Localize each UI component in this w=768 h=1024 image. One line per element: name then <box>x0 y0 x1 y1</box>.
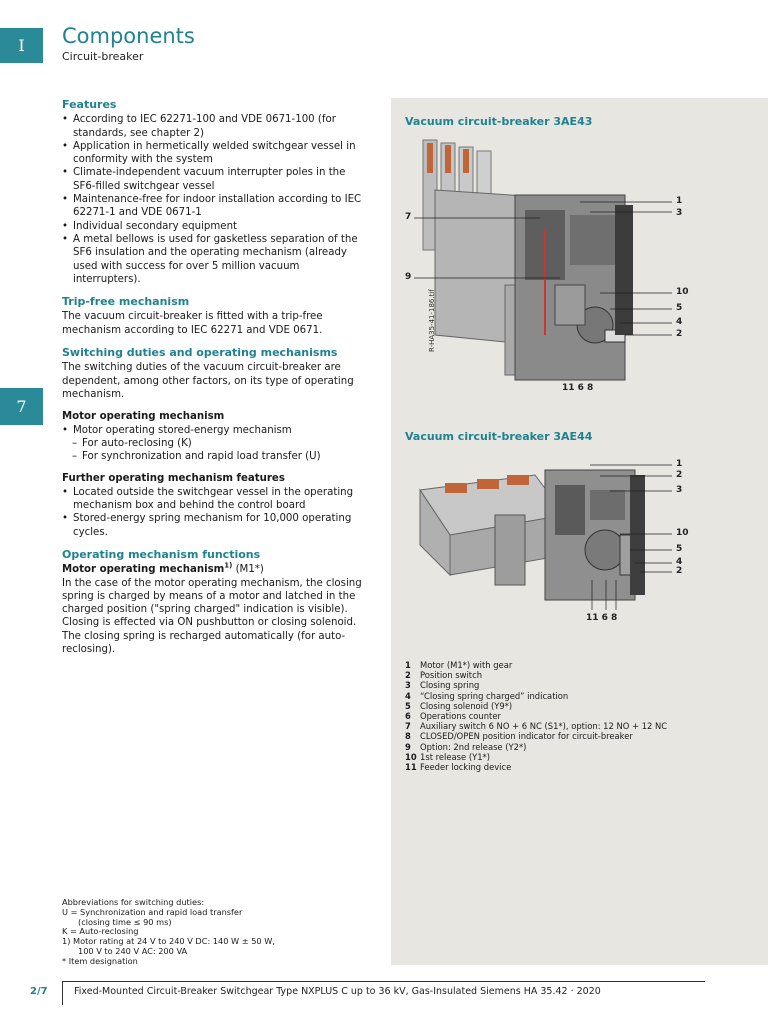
figure2-callout: 3 <box>676 485 683 495</box>
footer-rule <box>62 981 705 982</box>
further-item: • Located outside the switchgear vessel in the operating mechanism box and behind the control board <box>62 486 362 513</box>
legend-row <box>405 762 667 772</box>
legend-text: Closing solenoid (Y9*) <box>420 700 513 711</box>
legend-row <box>405 752 667 762</box>
legend-row <box>405 721 667 731</box>
further-heading: Further operating mechanism features <box>62 473 285 485</box>
figure2-title: Vacuum circuit-breaker 3AE44 <box>405 430 593 443</box>
figure1-callout: 9 <box>405 272 412 282</box>
figure2-callout: 2 <box>676 566 683 576</box>
legend-row <box>405 731 667 741</box>
figure1-callout: 3 <box>676 208 683 218</box>
footer-text: Fixed-Mounted Circuit-Breaker Switchgear Type NXPLUS C up to 36 kV, Gas-Insulated Siemens HA 35.42 · 2020 <box>74 986 601 997</box>
figure1-callout: 7 <box>405 212 412 222</box>
legend-num: 11 <box>405 762 417 773</box>
footer-divider <box>62 981 63 1005</box>
legend-row <box>405 670 667 680</box>
tripfree-text: The vacuum circuit-breaker is fitted with a trip-free mechanism according to IEC 62271 and VDE 0671. <box>62 311 323 336</box>
legend-text: Feeder locking device <box>420 762 512 773</box>
legend-text: Position switch <box>420 670 483 681</box>
functions-heading: Operating mechanism functions <box>62 547 261 561</box>
legend-row <box>405 742 667 752</box>
figure1-callout: 2 <box>676 329 683 339</box>
chapter-tab-roman: I <box>0 28 43 63</box>
figure1-callout: 5 <box>676 303 683 313</box>
page-number: 2/7 <box>30 986 48 997</box>
figure2-callout: 11 6 8 <box>586 613 618 623</box>
abbr-line: Abbreviations for switching duties: <box>62 897 205 907</box>
tripfree-heading: Trip-free mechanism <box>62 295 190 309</box>
duties-text: The switching duties of the vacuum circuit-breaker are dependent, among other factors, on its type of operating mechanism. <box>62 362 354 400</box>
figure1-callout: 4 <box>676 317 683 327</box>
figure2-callout: 5 <box>676 544 683 554</box>
tripfree-section <box>62 295 362 337</box>
left-column <box>62 98 362 665</box>
motor-subitem: – For synchronization and rapid load transfer (U) <box>62 450 362 463</box>
abbr-line: 1) Motor rating at 24 V to 240 V DC: 140 W ± 50 W, <box>62 936 275 947</box>
figure2-callout: 4 <box>676 557 683 567</box>
figure1-title: Vacuum circuit-breaker 3AE43 <box>405 115 593 128</box>
abbr-line: * Item designation <box>62 955 138 966</box>
motor-item: • Motor operating stored-energy mechanism <box>62 424 362 437</box>
chapter-tab-number: 7 <box>0 388 43 425</box>
further-item: • Stored-energy spring mechanism for 10,000 operating cycles. <box>62 512 362 539</box>
features-item: • A metal bellows is used for gasketless separation of the SF6 insulation and the operating mechanism (already used with success for over 5 million vacuum interrupters). <box>62 233 362 286</box>
legend-num: 6 <box>405 711 411 722</box>
legend-num: 8 <box>405 731 411 742</box>
figure2-callout: 10 <box>676 528 689 538</box>
figure1-callout: 11 6 8 <box>562 383 594 393</box>
motor-section <box>62 410 362 463</box>
motor-subitem: – For auto-reclosing (K) <box>62 437 362 450</box>
further-section <box>62 472 362 538</box>
features-item: • Individual secondary equipment <box>62 220 362 233</box>
functions-subheading <box>62 563 362 576</box>
figure-legend <box>405 660 667 772</box>
duties-section <box>62 346 362 401</box>
page-subtitle: Circuit-breaker <box>62 50 144 63</box>
figure1-code: R-HA35-41-186.tif <box>428 289 436 352</box>
legend-num: 2 <box>405 670 411 681</box>
functions-section <box>62 548 362 656</box>
abbr-line: U = Synchronization and rapid load transfer <box>62 906 243 917</box>
figure1-callout: 1 <box>676 196 683 206</box>
features-item: • Climate-independent vacuum interrupter poles in the SF6-filled switchgear vessel <box>62 166 362 193</box>
legend-row <box>405 680 667 690</box>
legend-num: 3 <box>405 680 411 691</box>
legend-row <box>405 701 667 711</box>
figure2-callout: 1 <box>676 459 683 469</box>
legend-num: 1 <box>405 660 411 670</box>
legend-num: 5 <box>405 700 411 711</box>
abbr-line: (closing time ≤ 90 ms) <box>78 916 172 927</box>
legend-text: Motor (M1*) with gear <box>420 660 513 670</box>
abbr-line: K = Auto-reclosing <box>62 926 139 937</box>
legend-text: “Closing spring charged” indication <box>420 690 569 701</box>
functions-subheading-suffix: (M1*) <box>232 564 264 576</box>
footnote-ref: 1) <box>224 561 233 570</box>
legend-text: Operations counter <box>420 711 501 722</box>
features-item: • According to IEC 62271-100 and VDE 0671-100 (for standards, see chapter 2) <box>62 113 362 140</box>
legend-text: 1st release (Y1*) <box>420 751 491 762</box>
legend-text: Closing spring <box>420 680 480 691</box>
functions-subheading-text: Motor operating mechanism <box>62 564 225 576</box>
motor-heading: Motor operating mechanism <box>62 411 225 423</box>
legend-row <box>405 711 667 721</box>
legend-num: 9 <box>405 741 411 752</box>
features-section <box>62 98 362 286</box>
legend-text: Auxiliary switch 6 NO + 6 NC (S1*), option: 12 NO + 12 NC <box>420 721 668 732</box>
figure1-callout: 10 <box>676 287 689 297</box>
legend-text: Option: 2nd release (Y2*) <box>420 741 527 752</box>
abbreviations <box>62 898 362 967</box>
legend-num: 10 <box>405 751 417 762</box>
features-item: • Maintenance-free for indoor installation according to IEC 62271-1 and VDE 0671-1 <box>62 193 362 220</box>
legend-num: 7 <box>405 721 411 732</box>
page-title: Components <box>62 24 195 48</box>
legend-num: 4 <box>405 690 411 701</box>
legend-row <box>405 660 667 670</box>
features-heading: Features <box>62 98 117 111</box>
abbr-line: 100 V to 240 V AC: 200 VA <box>78 945 188 956</box>
legend-row <box>405 691 667 701</box>
figure2-callout: 2 <box>676 470 683 480</box>
legend-text: CLOSED/OPEN position indicator for circuit-breaker <box>420 731 633 742</box>
functions-text: In the case of the motor operating mechanism, the closing spring is charged by means of a motor and latched in the charged position ("spring charged" indication is visible). Closing is effected via ON pushbutton or closing solenoid. The closing spring is recharged automatically (for auto-reclosing). <box>62 577 362 655</box>
duties-heading: Switching duties and operating mechanisms <box>62 346 338 360</box>
features-item: • Application in hermetically welded switchgear vessel in conformity with the system <box>62 140 362 167</box>
